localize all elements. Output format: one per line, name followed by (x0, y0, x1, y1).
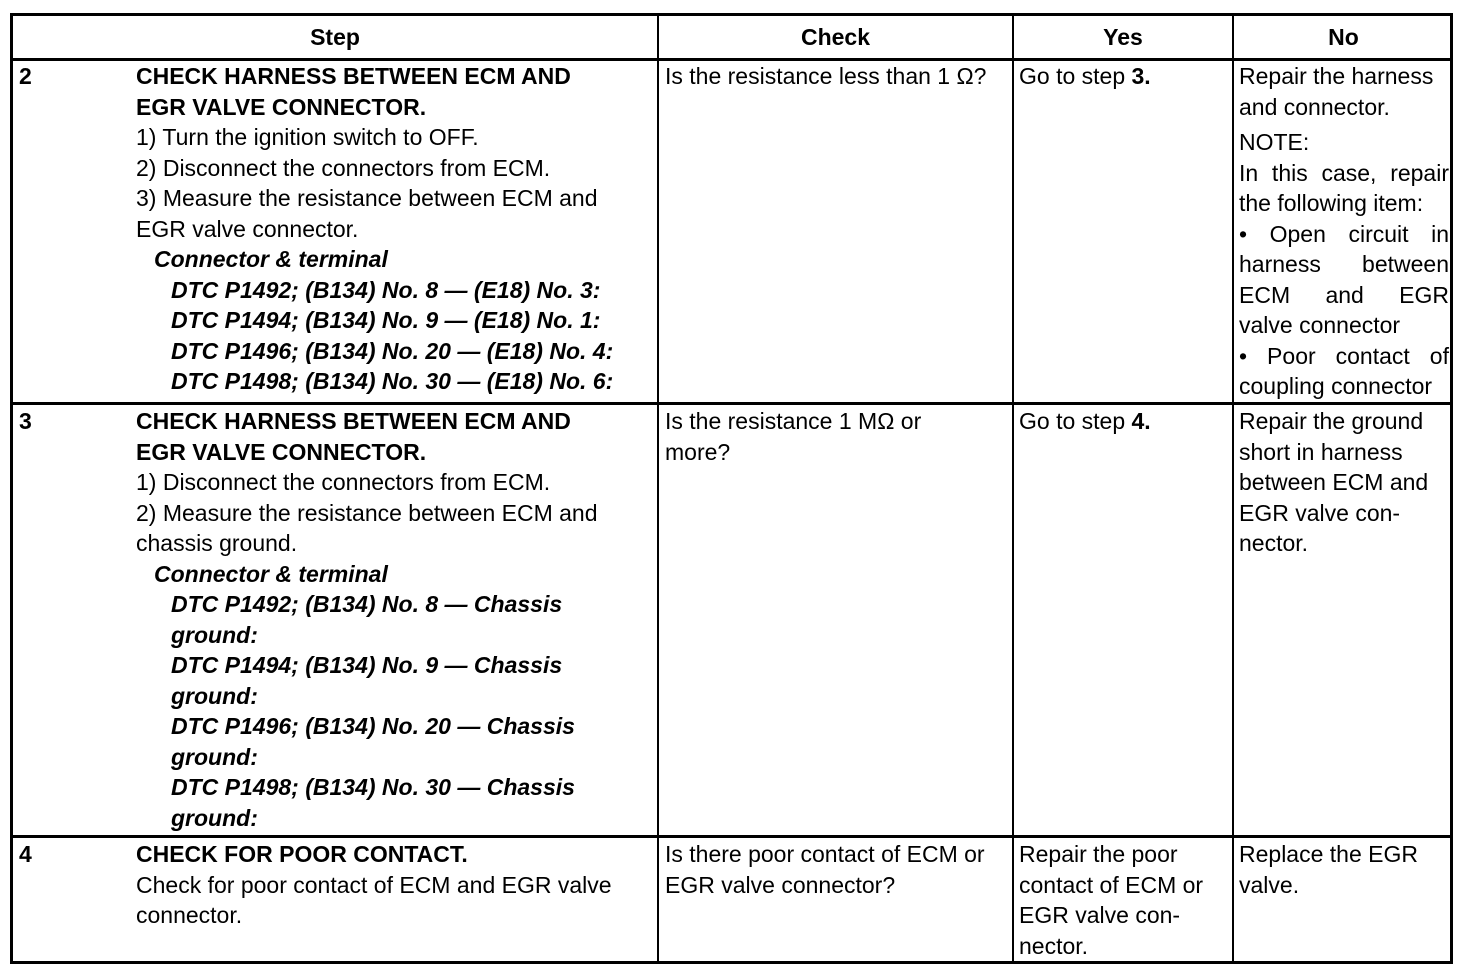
no-line: short in harness (1239, 438, 1403, 465)
step-title: CHECK HARNESS BETWEEN ECM AND (136, 63, 571, 89)
no-action (1239, 839, 1449, 900)
terminal-spec: DTC P1492; (B134) No. 8 — Chassis (171, 591, 563, 617)
yes-text: Go to step (1019, 63, 1132, 89)
step-instruction: connector. (136, 902, 243, 928)
check-line: more? (665, 438, 731, 465)
step-description (136, 61, 652, 397)
step-title: EGR VALVE CONNECTOR. (136, 93, 427, 120)
terminal-spec: DTC P1494; (B134) No. 9 — Chassis (171, 652, 563, 678)
terminal-spec: DTC P1496; (B134) No. 20 — Chassis (171, 713, 575, 739)
row-divider (13, 835, 1450, 838)
no-action (1239, 406, 1449, 559)
yes-line: Repair the poor (1019, 841, 1178, 867)
step-instruction: 3) Measure the resistance between ECM and (136, 185, 598, 211)
column-divider (1232, 16, 1234, 961)
connector-label: Connector & terminal (154, 560, 388, 587)
header-check: Check (800, 24, 871, 50)
terminal-spec: DTC P1494; (B134) No. 9 — (E18) No. 1: (171, 307, 601, 333)
connector-label: Connector & terminal (154, 246, 388, 272)
troubleshooting-table (10, 13, 1453, 964)
header-step: Step (310, 24, 360, 50)
step-description (136, 406, 652, 833)
no-action (1239, 61, 1449, 402)
step-instruction: chassis ground. (136, 530, 298, 556)
yes-action (1019, 406, 1229, 437)
check-line: Is the resistance 1 MΩ or (665, 408, 922, 434)
step-instruction: 2) Disconnect the connectors from ECM. (136, 154, 551, 181)
bullet-line: coupling connector (1239, 373, 1433, 399)
row-divider (13, 402, 1450, 405)
yes-line: EGR valve con- (1019, 902, 1181, 928)
yes-line: nector. (1019, 932, 1089, 959)
step-number: 3 (19, 408, 32, 434)
column-divider (1012, 16, 1014, 961)
yes-action (1019, 839, 1229, 961)
yes-text: Go to step (1019, 408, 1132, 434)
step-reference: 3. (1131, 63, 1151, 89)
no-line: Repair the harness (1239, 63, 1434, 89)
yes-action (1019, 61, 1229, 92)
step-instruction: EGR valve connector. (136, 215, 359, 242)
check-text (665, 61, 1010, 92)
header-no: No (1328, 24, 1359, 50)
step-title: EGR VALVE CONNECTOR. (136, 438, 427, 465)
bullet-item: • Open circuit in (1239, 220, 1449, 247)
bullet-line: valve connector (1239, 312, 1401, 338)
note-line: the following item: (1239, 190, 1424, 216)
step-instruction: Check for poor contact of ECM and EGR valve (136, 871, 612, 898)
check-line: Is the resistance less than 1 Ω? (665, 63, 987, 89)
check-text (665, 839, 1010, 900)
terminal-spec: DTC P1496; (B134) No. 20 — (E18) No. 4: (171, 337, 614, 364)
no-line: Repair the ground (1239, 408, 1424, 434)
step-number: 4 (19, 841, 32, 867)
bullet-item: • Poor contact of (1239, 342, 1449, 369)
check-line: EGR valve connector? (665, 871, 896, 898)
no-line: and connector. (1239, 93, 1390, 120)
step-reference: 4. (1131, 408, 1151, 434)
terminal-spec: DTC P1492; (B134) No. 8 — (E18) No. 3: (171, 276, 601, 303)
note-label: NOTE: (1239, 129, 1310, 155)
step-number: 2 (19, 63, 32, 89)
terminal-spec: ground: (171, 743, 258, 770)
no-line: Replace the EGR (1239, 841, 1418, 867)
check-line: Is there poor contact of ECM or (665, 841, 985, 867)
yes-line: contact of ECM or (1019, 871, 1204, 898)
no-line: between ECM and (1239, 469, 1429, 495)
bullet-line: harness between (1239, 251, 1449, 277)
note-line: In this case, repair (1239, 159, 1449, 186)
terminal-spec: ground: (171, 804, 258, 831)
terminal-spec: DTC P1498; (B134) No. 30 — (E18) No. 6: (171, 368, 614, 394)
step-title: CHECK FOR POOR CONTACT. (136, 841, 468, 867)
step-instruction: 2) Measure the resistance between ECM and (136, 499, 598, 526)
column-divider (657, 16, 659, 961)
bullet-line: ECM and EGR (1239, 281, 1449, 308)
terminal-spec: DTC P1498; (B134) No. 30 — Chassis (171, 774, 575, 800)
step-instruction: 1) Turn the ignition switch to OFF. (136, 124, 479, 150)
step-description (136, 839, 652, 931)
terminal-spec: ground: (171, 682, 258, 709)
step-instruction: 1) Disconnect the connectors from ECM. (136, 469, 551, 495)
no-line: valve. (1239, 871, 1300, 898)
check-text (665, 406, 1010, 467)
step-title: CHECK HARNESS BETWEEN ECM AND (136, 408, 571, 434)
no-line: EGR valve con- (1239, 499, 1401, 526)
no-line: nector. (1239, 530, 1309, 556)
terminal-spec: ground: (171, 621, 258, 648)
header-yes: Yes (1103, 24, 1143, 50)
